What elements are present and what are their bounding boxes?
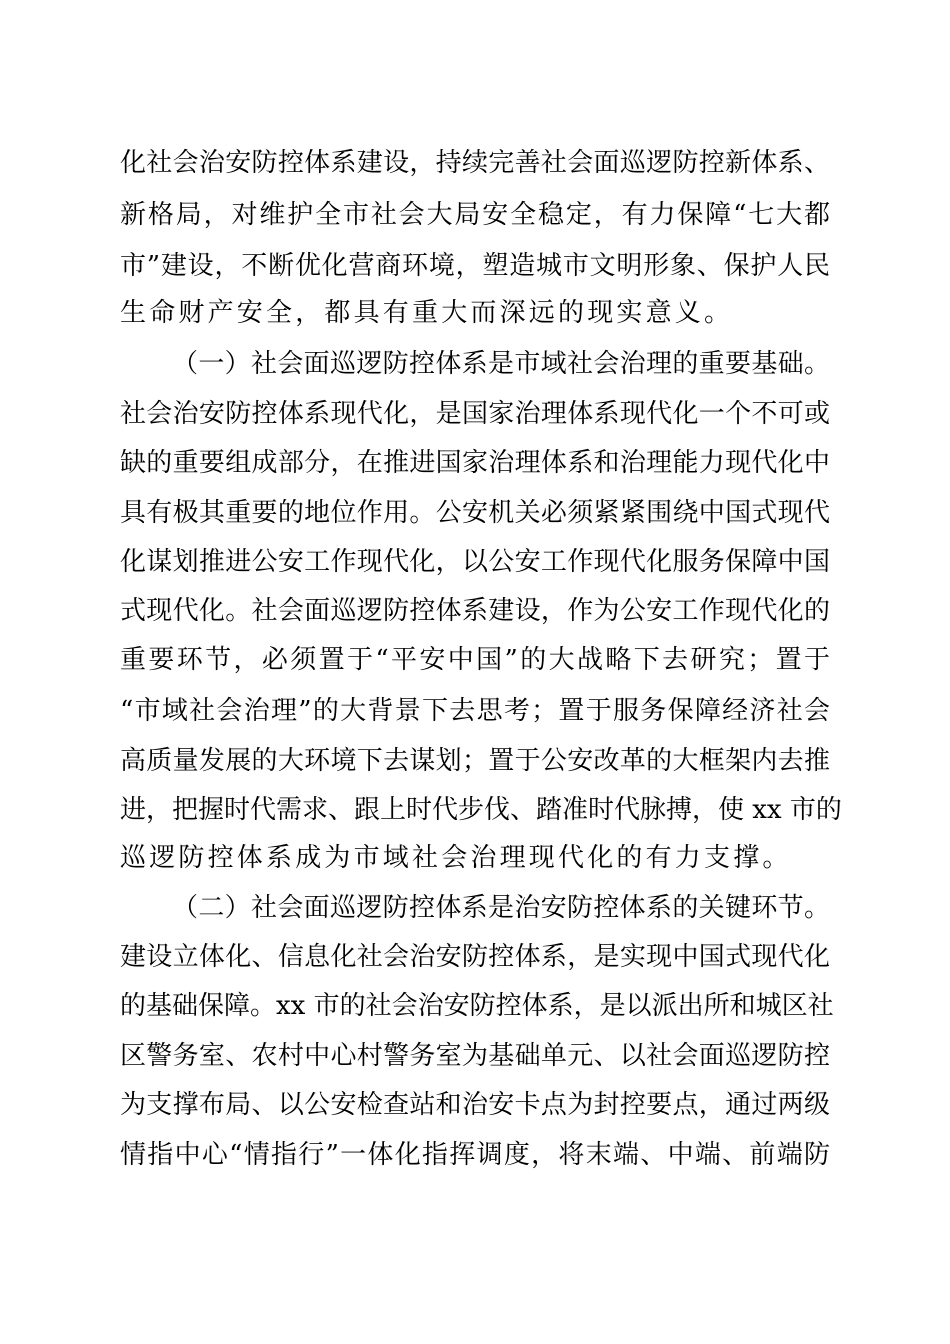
text-line: “市域社会治理”的大背景下去思考；置于服务保障经济社会 bbox=[120, 696, 830, 726]
text-line: 高质量发展的大环境下去谋划；置于公安改革的大框架内去推 bbox=[120, 746, 830, 776]
text-line: 建设立体化、信息化社会治安防控体系，是实现中国式现代化 bbox=[120, 942, 830, 972]
text-line: 重要环节，必须置于“平安中国”的大战略下去研究；置于 bbox=[120, 645, 830, 675]
text-line: 情指中心“情指行”一体化指挥调度，将末端、中端、前端防 bbox=[120, 1140, 830, 1170]
text-line: 的基础保障。xx 市的社会治安防控体系，是以派出所和城区社 bbox=[120, 991, 834, 1021]
text-line: 巡逻防控体系成为市域社会治理现代化的有力支撑。 bbox=[120, 843, 792, 873]
section-heading-1: （一）社会面巡逻防控体系是市域社会治理的重要基础。 bbox=[172, 349, 830, 379]
text-line: 新格局，对维护全市社会大局安全稳定，有力保障“七大都 bbox=[120, 200, 830, 230]
text-line: 进，把握时代需求、跟上时代步伐、踏准时代脉搏，使 xx 市的 bbox=[120, 795, 842, 825]
text-line: 化社会治安防控体系建设，持续完善社会面巡逻防控新体系、 bbox=[120, 148, 830, 178]
text-line: 缺的重要组成部分，在推进国家治理体系和治理能力现代化中 bbox=[120, 448, 830, 478]
section-heading-2: （二）社会面巡逻防控体系是治安防控体系的关键环节。 bbox=[172, 893, 830, 923]
text-line: 具有极其重要的地位作用。公安机关必须紧紧围绕中国式现代 bbox=[120, 498, 830, 528]
text-line: 社会治安防控体系现代化，是国家治理体系现代化一个不可或 bbox=[120, 399, 830, 429]
text-line: 为支撑布局、以公安检查站和治安卡点为封控要点，通过两级 bbox=[120, 1090, 830, 1120]
text-line: 区警务室、农村中心村警务室为基础单元、以社会面巡逻防控 bbox=[120, 1041, 830, 1071]
text-line: 生命财产安全，都具有重大而深远的现实意义。 bbox=[120, 298, 734, 328]
text-line: 式现代化。社会面巡逻防控体系建设，作为公安工作现代化的 bbox=[120, 596, 830, 626]
text-line: 化谋划推进公安工作现代化，以公安工作现代化服务保障中国 bbox=[120, 547, 830, 577]
text-line: 市”建设，不断优化营商环境，塑造城市文明形象、保护人民 bbox=[120, 251, 830, 281]
